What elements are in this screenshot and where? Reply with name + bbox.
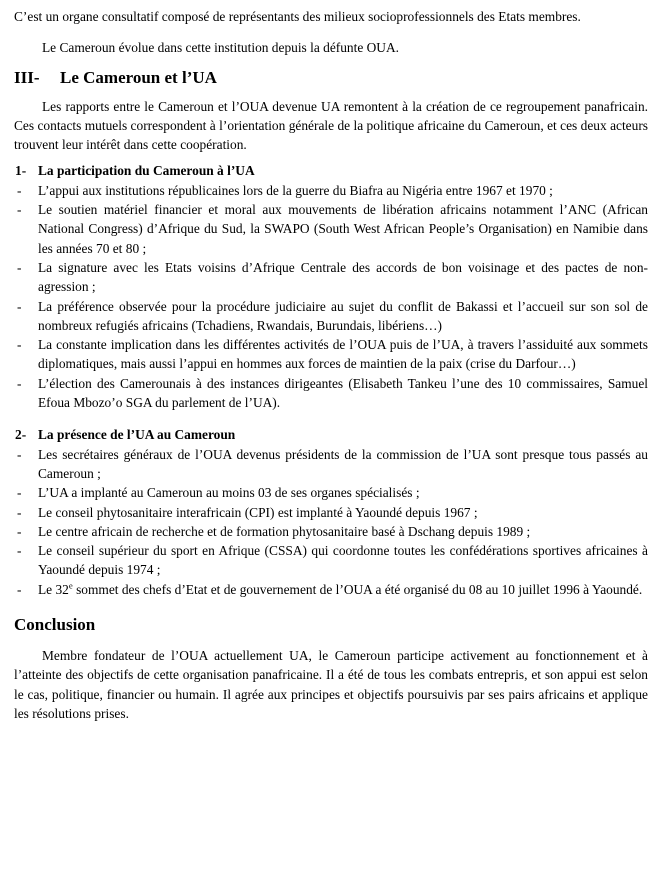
subsection-title: La présence de l’UA au Cameroun — [38, 427, 236, 443]
list-item — [14, 503, 648, 522]
subsection-title: La participation du Cameroun à l’UA — [38, 163, 255, 179]
list-item-text: Le conseil phytosanitaire interafricain (CPI) est implanté à Yaoundé depuis 1967 ; — [38, 504, 478, 520]
list-item — [14, 522, 648, 541]
paragraph-intro: C’est un organe consultatif composé de représentants des milieux socioprofessionnels des Etats membres. — [14, 9, 581, 24]
list-item-text: La constante implication dans les différentes activités de l’OUA puis de l’UA, à travers l’assiduité aux sommets diplomatiques, mais aussi l’appui en hommes aux forces de maintien de la paix (crise du Darfour…) — [38, 337, 648, 372]
list-marker: - — [17, 182, 22, 198]
conclusion-heading: Conclusion — [14, 615, 96, 635]
list-marker: - — [17, 202, 22, 218]
section-title: Le Cameroun et l’UA — [60, 67, 217, 87]
list-item — [14, 181, 648, 200]
list-item-text: Le centre africain de recherche et de formation phytosanitaire basé à Dschang depuis 1989 ; — [38, 523, 531, 539]
list-marker: - — [17, 298, 22, 314]
list-item — [14, 200, 648, 258]
list-marker: - — [17, 504, 22, 520]
list-item — [14, 374, 648, 413]
list-marker: - — [17, 446, 22, 462]
list-item — [14, 258, 648, 297]
list-marker: - — [17, 375, 22, 391]
section-heading — [14, 67, 648, 88]
list-item-text: Le soutien matériel financier et moral aux mouvements de libération africains notamment l’ANC (African National Congress) d’Afrique du Sud, la SWAPO (South West African People’s Organisation) en Namibie dans les années 70 et 80 ; — [38, 202, 648, 256]
list-marker: - — [17, 259, 22, 275]
list-item — [14, 483, 648, 502]
list-item — [14, 445, 648, 484]
list-marker: - — [17, 543, 22, 559]
bullet-list-presence — [14, 445, 648, 599]
paragraph-conclusion: Membre fondateur de l’OUA actuellement UA, le Cameroun participe activement au fonctionnement et à l’atteinte des objectifs de cette organisation panafricaine. Il a été de tous les combats entrepris, et son appui est selon le cas, politique, financier ou humain. Il agrée aux principes et objectifs poursuivis par ses pairs africains et applique les résolutions prises. — [14, 648, 648, 721]
section-number: III- — [14, 67, 40, 87]
subsection-heading-participation — [14, 161, 648, 180]
list-item-text: L’UA a implanté au Cameroun au moins 03 de ses organes spécialisés ; — [38, 485, 420, 501]
subsection-heading-presence — [14, 425, 648, 444]
list-marker: - — [17, 523, 22, 539]
list-item-text: sommet des chefs d’Etat et de gouvernement de l’OUA a été organisé du 08 au 10 juillet 1996 à Yaoundé. — [72, 581, 643, 597]
subsection-number: 2- — [15, 427, 27, 443]
list-item — [14, 335, 648, 374]
list-item — [14, 541, 648, 580]
list-marker: - — [17, 581, 22, 597]
list-marker: - — [17, 337, 22, 353]
list-item — [14, 297, 648, 336]
list-item-text: La signature avec les Etats voisins d’Afrique Centrale des accords de bon voisinage et des pactes de non-agression ; — [38, 259, 648, 295]
subsection-number: 1- — [15, 163, 27, 179]
list-item-text: Les secrétaires généraux de l’OUA devenus présidents de la commission de l’UA sont presque tous passés au Cameroun ; — [38, 446, 648, 481]
list-item-text: Le conseil supérieur du sport en Afrique (CSSA) qui coordonne toutes les confédérations sportives africaines à Yaoundé depuis 1974 ; — [38, 543, 648, 578]
list-item-text: La préférence observée pour la procédure judiciaire au sujet du conflit de Bakassi et l’accueil sur son sol de nombreux refugiés africains (Tchadiens, Rwandais, Burundais, libériens…) — [38, 298, 648, 333]
bullet-list-participation — [14, 181, 648, 413]
list-marker: - — [17, 485, 22, 501]
paragraph-institution: Le Cameroun évolue dans cette institution depuis la défunte OUA. — [42, 40, 399, 56]
list-item — [14, 580, 648, 599]
list-item-text: L’appui aux institutions républicaines lors de la guerre du Biafra au Nigéria entre 1967 et 1970 ; — [38, 182, 553, 198]
ordinal-superscript: e — [68, 580, 73, 591]
list-item-text: L’élection des Camerounais à des instances dirigeantes (Elisabeth Tankeu l’une des 10 commissaires, Samuel Efoua Mbozo’o SGA du parlement de l’UA). — [38, 375, 648, 411]
paragraph-rapports: Les rapports entre le Cameroun et l’OUA devenue UA remontent à la création de ce regroupement panafricain. Ces contacts mutuels correspondent à l’orientation générale de la politique africaine du Cameroun, et ces deux acteurs trouvent leur intérêt dans cette coopération. — [14, 98, 648, 153]
list-item-text: Le 32 — [38, 581, 69, 597]
